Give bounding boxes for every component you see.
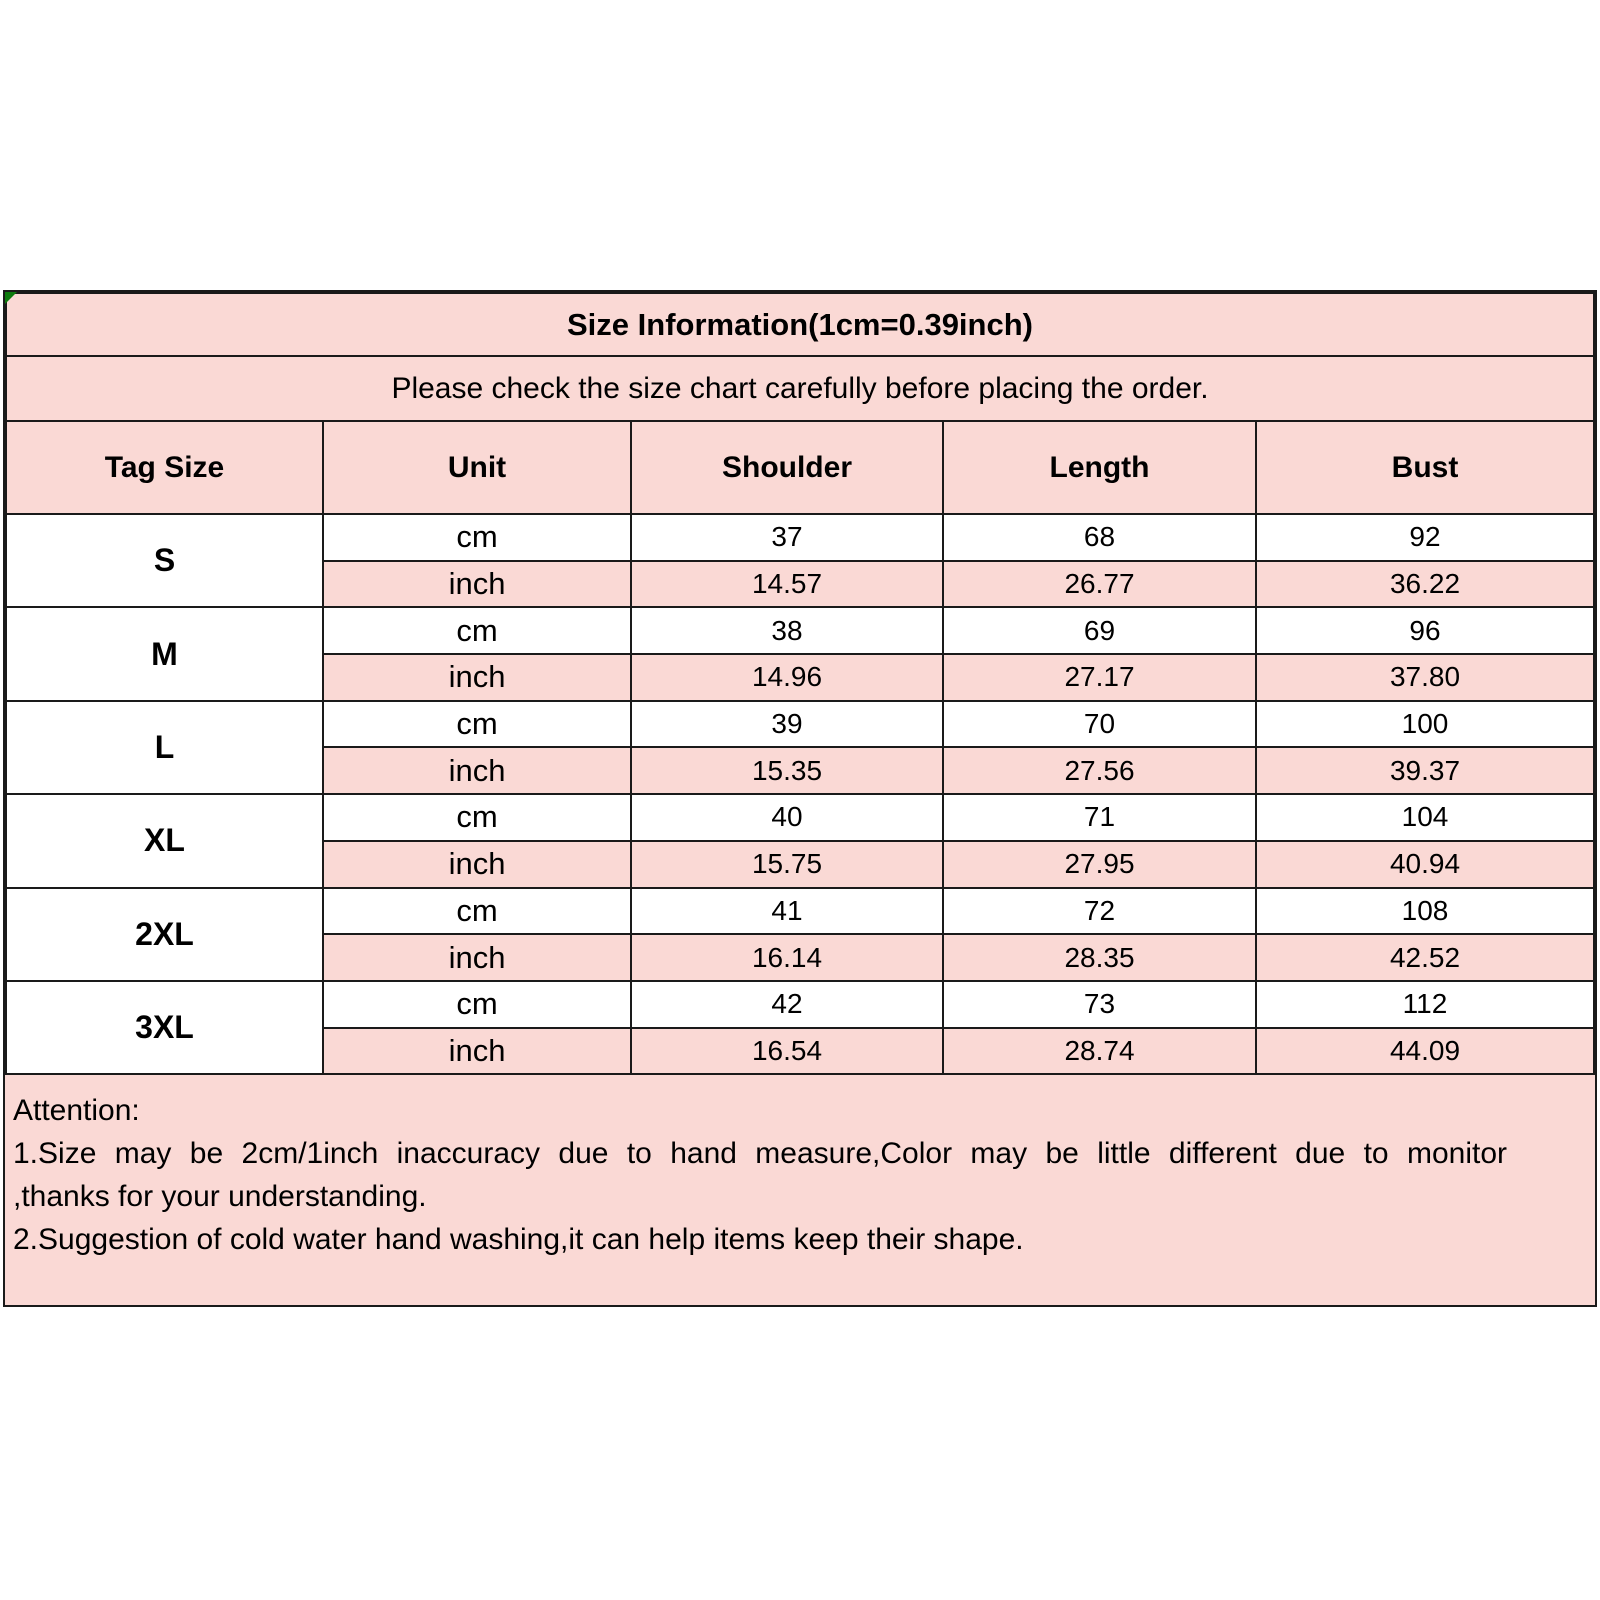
column-header-length: Length <box>943 421 1256 514</box>
unit-label-cm: cm <box>323 514 631 561</box>
unit-label-inch: inch <box>323 747 631 794</box>
unit-label-cm: cm <box>323 607 631 654</box>
shoulder-cm-value: 38 <box>631 607 943 654</box>
bust-cm-value: 100 <box>1256 701 1594 748</box>
size-row-l-cm <box>6 701 1594 748</box>
attention-note-2: 2.Suggestion of cold water hand washing,it can help items keep their shape. <box>13 1223 1024 1257</box>
bust-inch-value: 36.22 <box>1256 561 1594 608</box>
length-cm-value: 68 <box>943 514 1256 561</box>
size-row-3xl-cm <box>6 981 1594 1028</box>
tag-size-cell: XL <box>6 794 323 887</box>
shoulder-cm-value: 39 <box>631 701 943 748</box>
table-subtitle: Please check the size chart carefully before placing the order. <box>6 356 1594 421</box>
length-cm-value: 73 <box>943 981 1256 1028</box>
bust-cm-value: 96 <box>1256 607 1594 654</box>
unit-label-inch: inch <box>323 561 631 608</box>
attention-section <box>5 1075 1595 1305</box>
column-header-tag-size: Tag Size <box>6 421 323 514</box>
length-inch-value: 27.95 <box>943 841 1256 888</box>
bust-inch-value: 37.80 <box>1256 654 1594 701</box>
tag-size-cell: L <box>6 701 323 794</box>
tag-size-cell: S <box>6 514 323 607</box>
column-header-unit: Unit <box>323 421 631 514</box>
shoulder-inch-value: 14.57 <box>631 561 943 608</box>
size-table <box>5 292 1595 1075</box>
length-inch-value: 26.77 <box>943 561 1256 608</box>
shoulder-inch-value: 14.96 <box>631 654 943 701</box>
size-row-2xl-cm <box>6 888 1594 935</box>
table-title: Size Information(1cm=0.39inch) <box>6 293 1594 356</box>
shoulder-cm-value: 40 <box>631 794 943 841</box>
unit-label-cm: cm <box>323 794 631 841</box>
column-header-shoulder: Shoulder <box>631 421 943 514</box>
shoulder-cm-value: 37 <box>631 514 943 561</box>
length-cm-value: 69 <box>943 607 1256 654</box>
bust-inch-value: 40.94 <box>1256 841 1594 888</box>
shoulder-inch-value: 15.35 <box>631 747 943 794</box>
unit-label-cm: cm <box>323 981 631 1028</box>
unit-label-inch: inch <box>323 841 631 888</box>
length-inch-value: 28.74 <box>943 1028 1256 1075</box>
bust-cm-value: 112 <box>1256 981 1594 1028</box>
unit-label-cm: cm <box>323 888 631 935</box>
unit-label-inch: inch <box>323 934 631 981</box>
column-header-bust: Bust <box>1256 421 1594 514</box>
shoulder-cm-value: 42 <box>631 981 943 1028</box>
attention-note-1: 1.Size may be 2cm/1inch inaccuracy due to hand measure,Color may be little different due to monitor <box>13 1137 1507 1171</box>
shoulder-inch-value: 16.14 <box>631 934 943 981</box>
unit-label-cm: cm <box>323 701 631 748</box>
bust-cm-value: 92 <box>1256 514 1594 561</box>
bust-cm-value: 108 <box>1256 888 1594 935</box>
bust-cm-value: 104 <box>1256 794 1594 841</box>
length-cm-value: 71 <box>943 794 1256 841</box>
green-corner-marker-icon <box>5 292 17 304</box>
length-inch-value: 27.56 <box>943 747 1256 794</box>
bust-inch-value: 42.52 <box>1256 934 1594 981</box>
unit-label-inch: inch <box>323 1028 631 1075</box>
shoulder-cm-value: 41 <box>631 888 943 935</box>
size-row-s-cm <box>6 514 1594 561</box>
length-cm-value: 72 <box>943 888 1256 935</box>
size-chart-sheet <box>3 290 1597 1307</box>
attention-note-1-continued: ,thanks for your understanding. <box>13 1180 427 1214</box>
shoulder-inch-value: 15.75 <box>631 841 943 888</box>
size-row-m-cm <box>6 607 1594 654</box>
length-inch-value: 28.35 <box>943 934 1256 981</box>
length-cm-value: 70 <box>943 701 1256 748</box>
shoulder-inch-value: 16.54 <box>631 1028 943 1075</box>
tag-size-cell: 3XL <box>6 981 323 1074</box>
tag-size-cell: 2XL <box>6 888 323 981</box>
unit-label-inch: inch <box>323 654 631 701</box>
size-row-xl-cm <box>6 794 1594 841</box>
bust-inch-value: 44.09 <box>1256 1028 1594 1075</box>
tag-size-cell: M <box>6 607 323 700</box>
attention-heading: Attention: <box>13 1094 140 1128</box>
length-inch-value: 27.17 <box>943 654 1256 701</box>
bust-inch-value: 39.37 <box>1256 747 1594 794</box>
